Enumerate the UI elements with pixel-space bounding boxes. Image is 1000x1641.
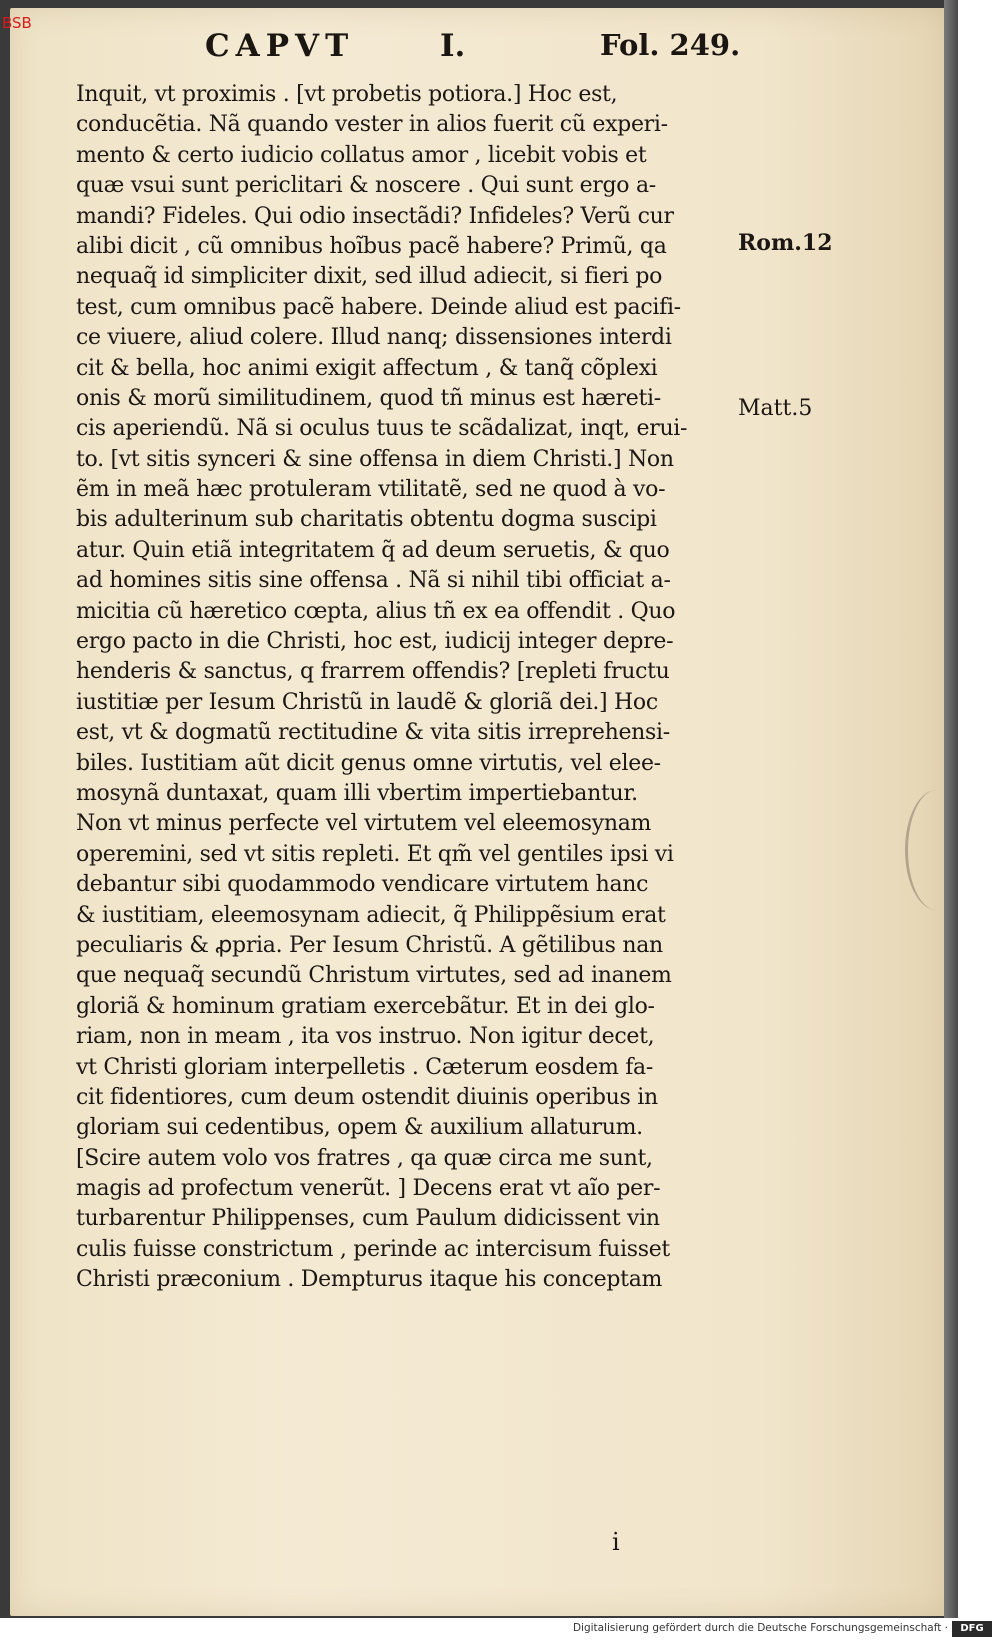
text-line: & iustitiam, eleemosynam adiecit, q̃ Philippẽsium erat xyxy=(76,902,666,928)
text-line: henderis & sanctus, q frarrem offendis? [repleti fructu xyxy=(76,659,670,685)
text-line: cit & bella, hoc animi exigit affectum , & tanq̃ cõplexi xyxy=(76,355,658,381)
signature-mark: i xyxy=(612,1528,620,1556)
text-line: debantur sibi quodammodo vendicare virtutem hanc xyxy=(76,872,649,898)
text-line: onis & morũ similitudinem, quod tñ minus est hæreti- xyxy=(76,385,661,411)
text-line: to. [vt sitis synceri & sine offensa in diem Christi.] Non xyxy=(76,446,674,472)
page-fold-shadow xyxy=(905,790,968,910)
header-folio: Fol. 249. xyxy=(600,28,741,62)
text-line: culis fuisse constrictum , perinde ac intercisum fuisset xyxy=(76,1236,670,1262)
library-mark: BSB xyxy=(2,14,32,32)
funding-credit: Digitalisierung gefördert durch die Deutsche Forschungsgemeinschaft · xyxy=(572,1622,948,1634)
text-line: [Scire autem volo vos fratres , qa quæ circa me sunt, xyxy=(76,1145,653,1171)
text-line: mosynã duntaxat, quam illi vbertim impertiebantur. xyxy=(76,780,638,806)
text-line: ergo pacto in die Christi, hoc est, iudicij integer depre- xyxy=(76,629,674,655)
text-line: iustitiæ per Iesum Christũ in laudẽ & gloriã dei.] Hoc xyxy=(76,689,658,715)
running-header xyxy=(0,28,958,72)
header-caput: CAPVT xyxy=(205,28,355,64)
text-line: cit fidentiores, cum deum ostendit diuinis operibus in xyxy=(76,1084,658,1110)
text-line: biles. Iustitiam aũt dicit genus omne virtutis, vel elee- xyxy=(76,750,661,776)
text-line: nequaq̃ id simpliciter dixit, sed illud adiecit, si fieri po xyxy=(76,264,663,290)
text-line: ce viuere, aliud colere. Illud nanq; dissensiones interdi xyxy=(76,325,672,351)
text-line: conducẽtia. Nã quando vester in alios fuerit cũ experi- xyxy=(76,112,668,138)
text-line: cis aperiendũ. Nã si oculus tuus te scãdalizat, inqt, erui- xyxy=(76,416,688,442)
text-line: est, vt & dogmatũ rectitudine & vita sitis irreprehensi- xyxy=(76,720,670,746)
margin-note-matt: Matt.5 xyxy=(738,396,813,421)
text-line: riam, non in meam , ita vos instruo. Non igitur decet, xyxy=(76,1024,655,1050)
header-chapter: I. xyxy=(440,28,466,64)
margin-note-rom: Rom.12 xyxy=(738,230,833,256)
text-line: Christi præconium . Dempturus itaque his conceptam xyxy=(76,1267,663,1293)
text-line: atur. Quin etiã integritatem q̃ ad deum seruetis, & quo xyxy=(76,537,670,563)
body-text xyxy=(76,80,744,1296)
text-line: ad homines sitis sine offensa . Nã si nihil tibi officiat a- xyxy=(76,568,671,594)
dfg-logo: DFG xyxy=(952,1621,992,1637)
text-line: gloriã & hominum gratiam exercebãtur. Et in dei glo- xyxy=(76,993,655,1019)
text-line: turbarentur Philippenses, cum Paulum didicissent vin xyxy=(76,1206,660,1232)
text-line: magis ad profectum venerũt. ] Decens erat vt aĩo per- xyxy=(76,1176,661,1202)
text-line: peculiaris & ꝓpria. Per Iesum Christũ. A gẽtilibus nan xyxy=(76,932,663,958)
text-line: mento & certo iudicio collatus amor , licebit vobis et xyxy=(76,142,647,168)
text-line: Non vt minus perfecte vel virtutem vel eleemosynam xyxy=(76,811,652,837)
text-line: bis adulterinum sub charitatis obtentu dogma suscipi xyxy=(76,507,657,533)
text-line: Inquit, vt proximis . [vt probetis potiora.] Hoc est, xyxy=(76,82,618,107)
text-line: operemini, sed vt sitis repleti. Et qm̃ vel gentiles ipsi vi xyxy=(76,841,674,867)
text-line: quæ vsui sunt periclitari & noscere . Qui sunt ergo a- xyxy=(76,173,656,199)
text-line: micitia cũ hæretico cœpta, alius tñ ex ea offendit . Quo xyxy=(76,598,676,624)
text-line: que nequaq̃ secundũ Christum virtutes, sed ad inanem xyxy=(76,963,672,989)
text-line: mandi? Fideles. Qui odio insectãdi? Infideles? Verũ cur xyxy=(76,203,674,229)
text-line: gloriam sui cedentibus, opem & auxilium allaturum. xyxy=(76,1115,643,1141)
text-line: alibi dicit , cũ omnibus hoĩbus pacẽ habere? Primũ, qa xyxy=(76,233,667,259)
text-line: test, cum omnibus pacẽ habere. Deinde aliud est pacifi- xyxy=(76,294,681,320)
text-line: ẽm in meã hæc protuleram vtilitatẽ, sed ne quod à vo- xyxy=(76,477,666,503)
text-line: vt Christi gloriam interpelletis . Cæterum eosdem fa- xyxy=(76,1054,654,1080)
